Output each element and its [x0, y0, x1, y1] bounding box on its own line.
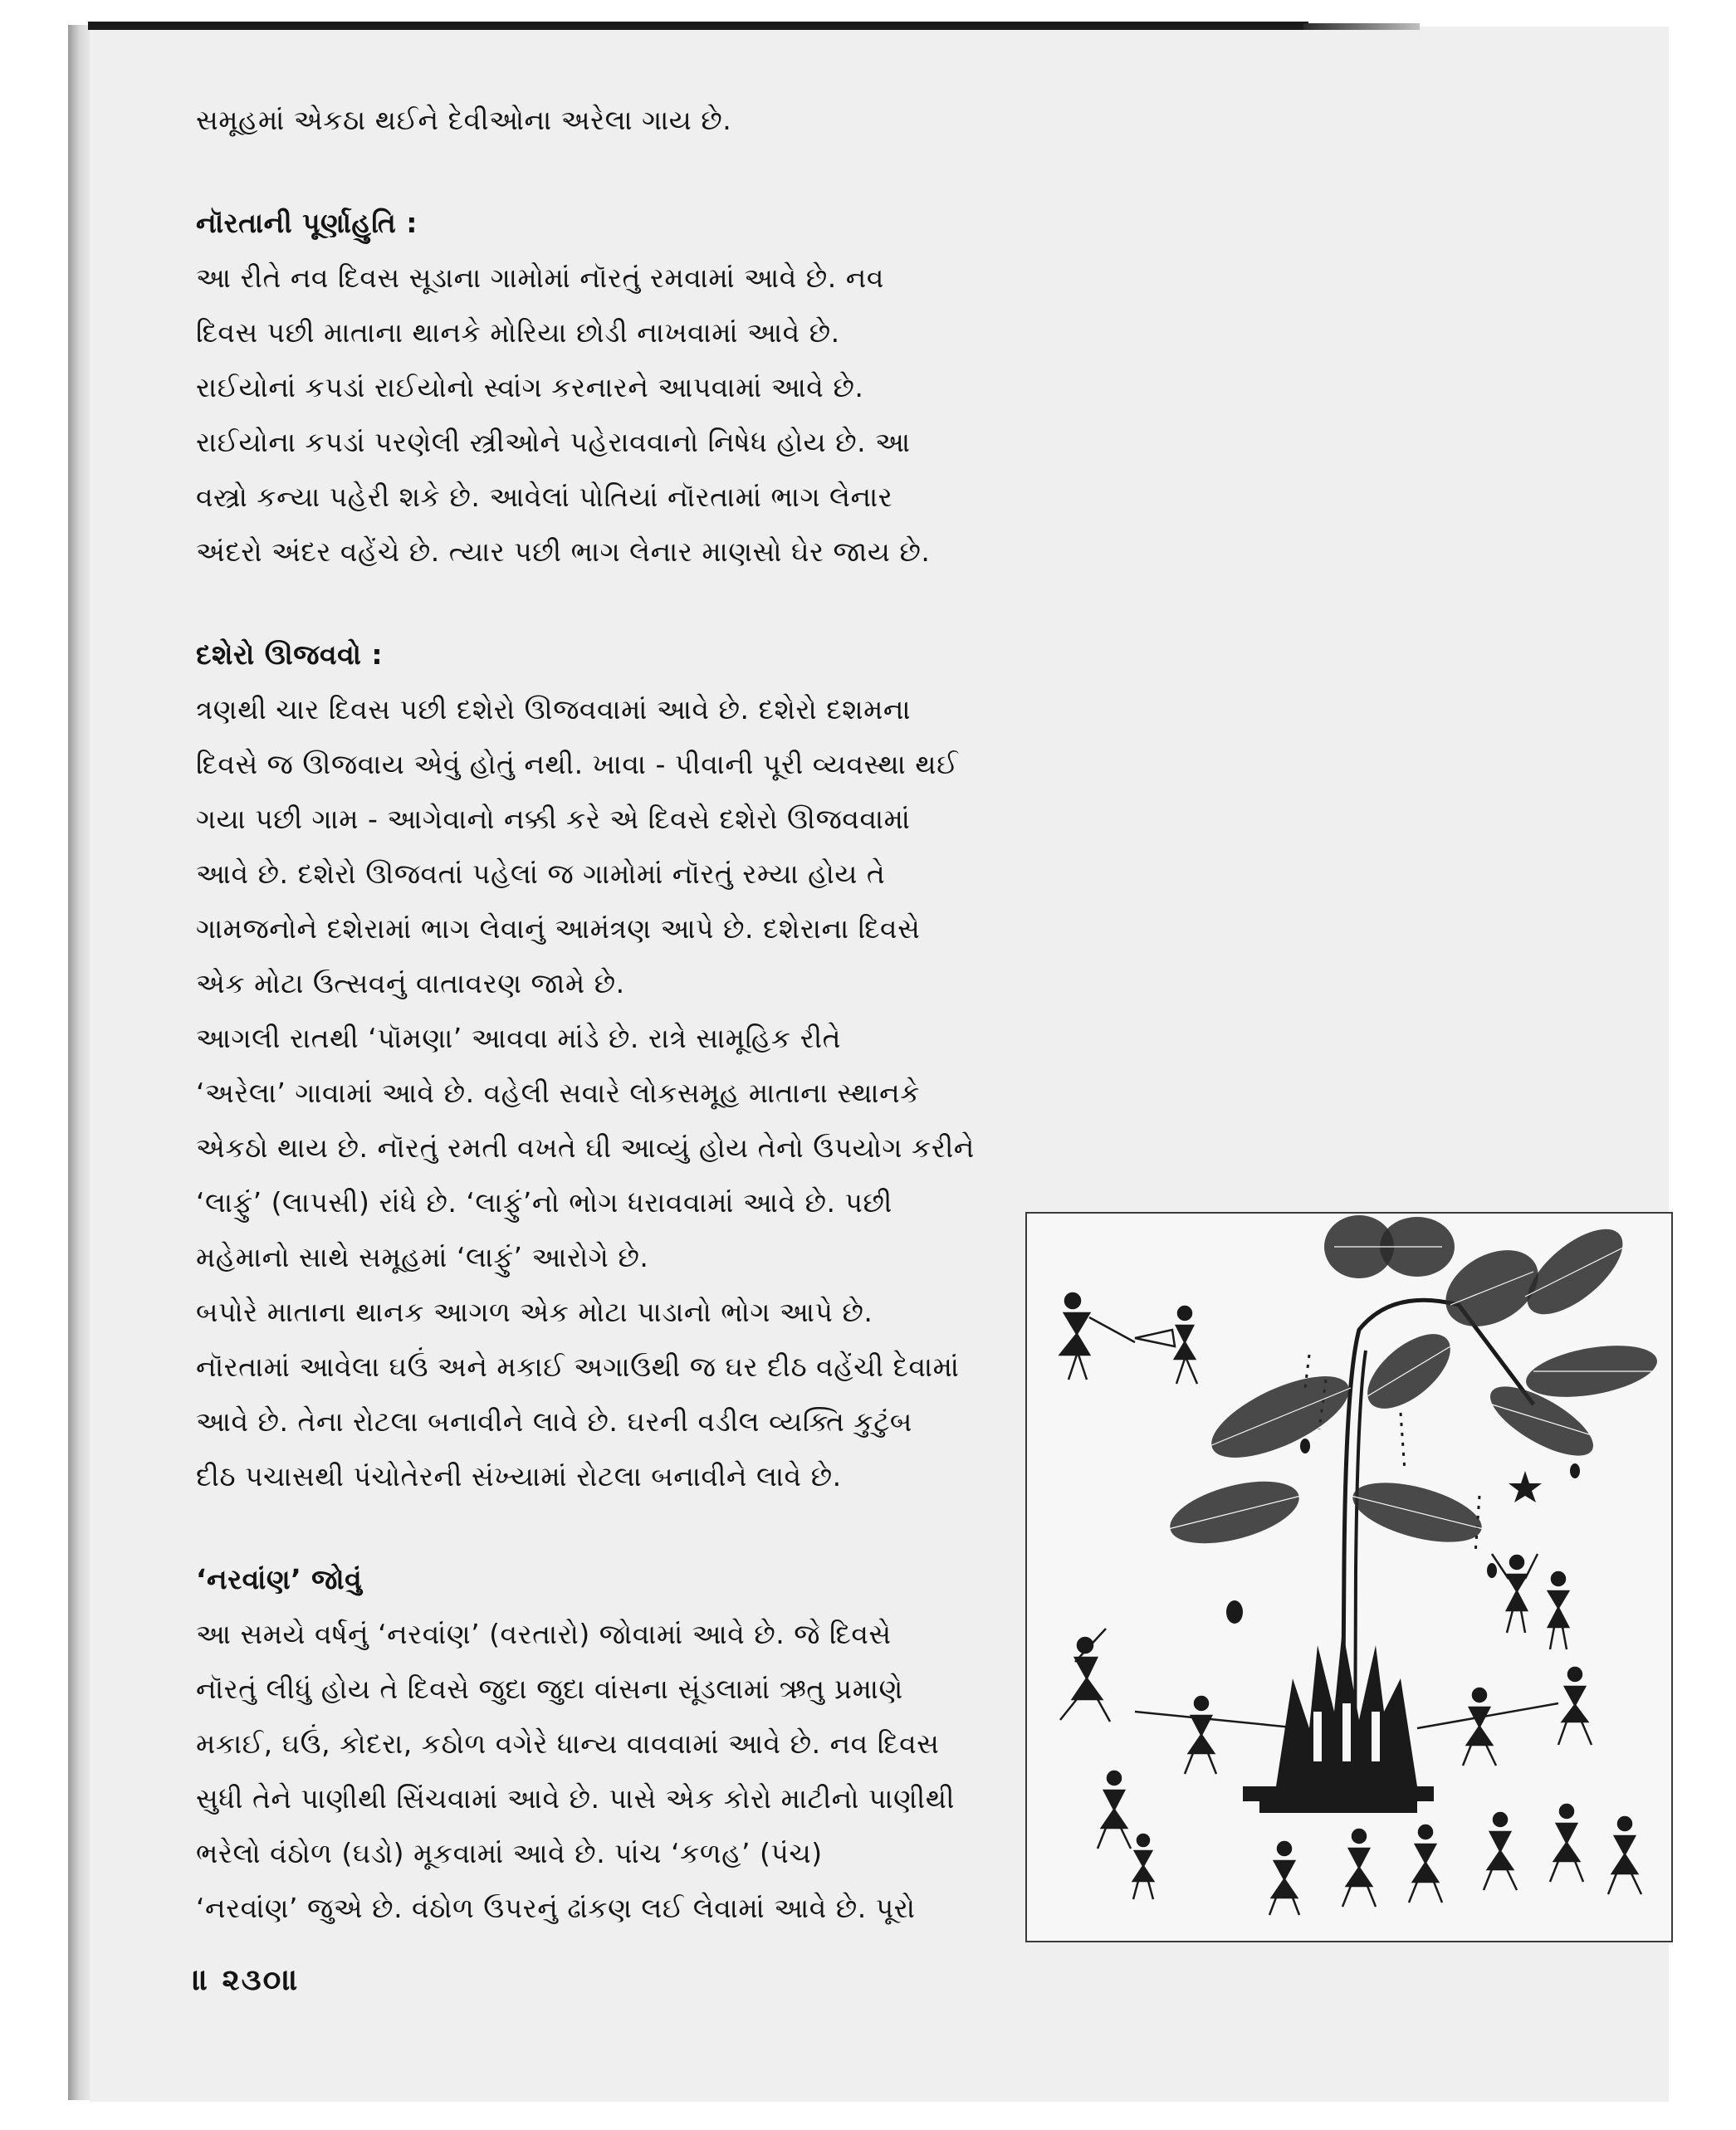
paragraph-line: નૉરતામાં આવેલા ઘઉં અને મકાઈ અગાઉથી જ ઘર દીઠ વહેંચી દેવામાં [196, 1351, 960, 1383]
section-gap [196, 579, 1010, 628]
paragraph-line: નૉરતું લીધું હોય તે દિવસે જુદા જુદા વાંસના સૂંડલામાં ઋતુ પ્રમાણે [196, 1673, 903, 1705]
tree-leaves [1163, 1214, 1660, 1555]
page-top-edge [88, 22, 1308, 30]
section-heading-narvan-jovu: ‘નરવાંણ’ જોવું [196, 1563, 363, 1595]
paragraph-line: આગલી રાતથી ‘પૉમણા’ આવવા માંડે છે. રાત્રે સામૂહિક રીતે [196, 1022, 842, 1054]
paragraph-line: ‘અરેલા’ ગાવામાં આવે છે. વહેલી સવારે લોકસમૂહ માતાના સ્થાનકે [196, 1077, 921, 1109]
paragraph-line: આવે છે. તેના રોટલા બનાવીને લાવે છે. ઘરની વડીલ વ્યક્તિ કુટુંબ [196, 1405, 912, 1438]
paragraph-line: ‘નરવાંણ’ જુએ છે. વંઠોળ ઉપરનું ઢાંકણ લઈ લેવામાં આવે છે. પૂરો [196, 1892, 916, 1924]
paragraph-line: આ રીતે નવ દિવસ સૂડાના ગામોમાં નૉરતું રમવામાં આવે છે. નવ [196, 261, 884, 294]
paragraph-line: રાઈયોનાં કપડાં રાઈયોનો સ્વાંગ કરનારને આપવામાં આવે છે. [196, 371, 864, 403]
paragraph-line: અંદરો અંદર વહેંચે છે. ત્યાર પછી ભાગ લેનાર માણસો ઘેર જાય છે. [196, 535, 931, 568]
page-number: ॥ ૨૩૦॥ [193, 1963, 301, 1997]
altar-fire [1243, 1629, 1434, 1813]
paragraph-line: આ સમયે વર્ષનું ‘નરવાંણ’ (વરતારો) જોવામાં આવે છે. જે દિવસે [196, 1618, 892, 1650]
paragraph-line: ગયા પછી ગામ - આગેવાનો નક્કી કરે એ દિવસે દશેરો ઊજવવામાં [196, 803, 911, 835]
paragraph-line: એકઠો થાય છે. નૉરતું રમતી વખતે ઘી આવ્યું હોય તેનો ઉપયોગ કરીને [196, 1131, 975, 1164]
paragraph-line: મહેમાનો સાથે સમૂહમાં ‘લાફું’ આરોગે છે. [196, 1241, 649, 1273]
section-gap [196, 148, 1010, 196]
paragraph-line: રાઈયોના કપડાં પરણેલી સ્ત્રીઓને પહેરાવવાનો નિષેધ હોય છે. આ [196, 426, 911, 458]
warli-illustration [1027, 1214, 1671, 1941]
paragraph-line: દિવસે જ ઊજવાય એવું હોતું નથી. ખાવા - પીવાની પૂરી વ્યવસ્થા થઈ [196, 748, 959, 780]
section-heading-noratani-purnahuti: નૉરતાની પૂર્ણાહુતિ : [196, 207, 418, 239]
warli-illustration-frame [1025, 1212, 1673, 1942]
paragraph-line: દીઠ પચાસથી પંચોતેરની સંખ્યામાં રોટલા બનાવીને લાવે છે. [196, 1460, 842, 1492]
paragraph-line: બપોરે માતાના થાનક આગળ એક મોટા પાડાનો ભોગ આપે છે. [196, 1296, 873, 1328]
paragraph-line: ભરેલો વંઠોળ (ઘડો) મૂકવામાં આવે છે. પાંચ ‘કળહ’ (પંચ) [196, 1837, 823, 1869]
main-text-column [196, 93, 1010, 1936]
section-heading-dashero-ujavvo: દશેરો ઊજવવો : [196, 638, 384, 671]
paragraph-line: એક મોટા ઉત્સવનું વાતાવરણ જામે છે. [196, 967, 625, 999]
page-top-edge-fade [1303, 23, 1420, 30]
paragraph-line: મકાઈ, ઘઉં, કોદરા, કઠોળ વગેરે ધાન્ય વાવવામાં આવે છે. નવ દિવસ [196, 1727, 940, 1760]
paragraph-line: ગામજનોને દશેરામાં ભાગ લેવાનું આમંત્રણ આપે છે. દશેરાના દિવસે [196, 912, 921, 945]
paragraph-line: સુધી તેને પાણીથી સિંચવામાં આવે છે. પાસે એક કોરો માટીનો પાણીથી [196, 1782, 955, 1815]
paragraph-line: વસ્ત્રો કન્યા પહેરી શકે છે. આવેલાં પોતિયાં નૉરતામાં ભાગ લેનાર [196, 481, 893, 513]
paragraph-line: ત્રણથી ચાર દિવસ પછી દશેરો ઊજવવામાં આવે છે. દશેરો દશમના [196, 693, 912, 725]
paragraph-line: ‘લાફું’ (લાપસી) રાંધે છે. ‘લાફું’નો ભોગ ધરાવવામાં આવે છે. પછી [196, 1186, 892, 1219]
paragraph-line: દિવસ પછી માતાના થાનકે મોરિયા છોડી નાખવામાં આવે છે. [196, 316, 840, 349]
section-gap [196, 1504, 1010, 1552]
intro-line: સમૂહમાં એકઠા થઈને દેવીઓના અરેલા ગાય છે. [196, 104, 732, 136]
paragraph-line: આવે છે. દશેરો ઊજવતાં પહેલાં જ ગામોમાં નૉરતું રમ્યા હોય તે [196, 857, 886, 890]
